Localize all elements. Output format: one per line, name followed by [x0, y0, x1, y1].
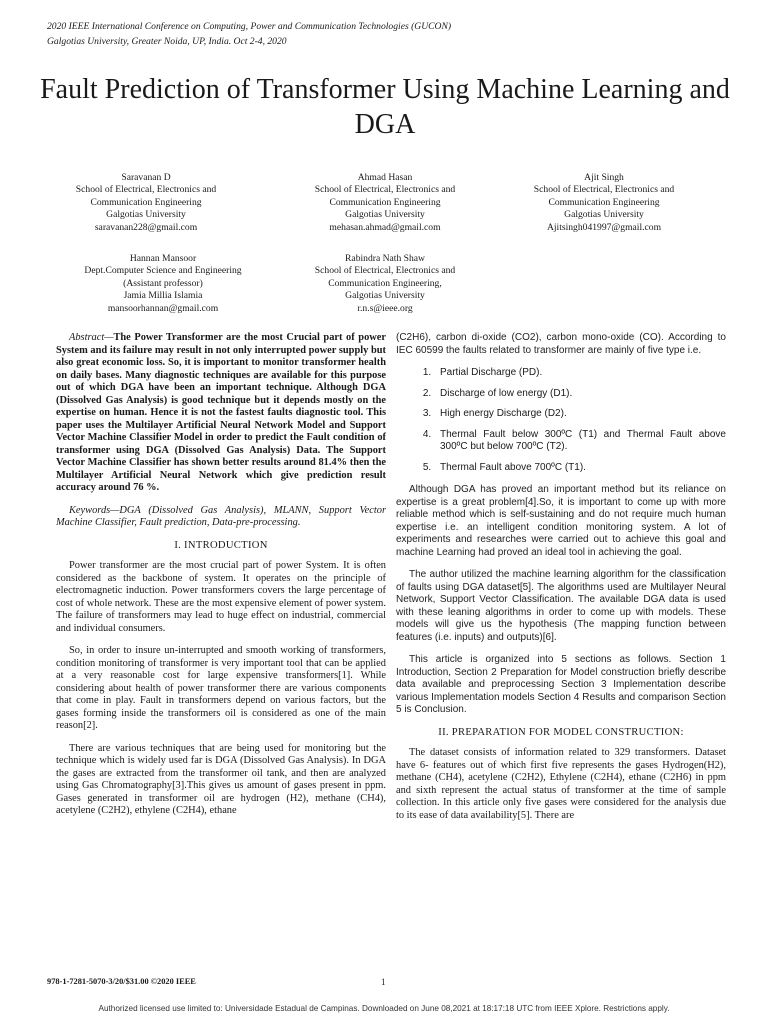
author-university: Jamia Millia Islamia [123, 290, 203, 302]
list-item: 5. Thermal Fault above 700ºC (T1). [434, 462, 726, 475]
author-block-5 [280, 253, 490, 315]
author-email: Ajitsingh041997@gmail.com [546, 221, 662, 233]
author-email: saravanan228@gmail.com [94, 221, 198, 233]
list-item: 4. Thermal Fault below 300ºC (T1) and Thermal Fault above 300ºC but below 700ºC (T2). [434, 429, 726, 454]
fault-type-list [396, 367, 726, 474]
list-item: 2. Discharge of low energy (D1). [434, 388, 726, 401]
author-email: mehasan.ahmad@gmail.com [329, 221, 441, 233]
fault-types-intro: (C2H6), carbon di-oxide (CO2), carbon mono-oxide (CO). According to IEC 60599 the faults related to transformer are mainly of five type i.e. [396, 332, 726, 356]
right-column [396, 332, 726, 832]
author-block-2 [280, 172, 490, 234]
isbn-copyright: 978-1-7281-5070-3/20/$31.00 ©2020 IEEE [47, 977, 196, 986]
author-affiliation: School of Electrical, Electronics and [314, 184, 456, 196]
author-name: Ahmad Hasan [357, 172, 413, 183]
body-paragraph: This article is organized into 5 sections as follows. Section 1 Introduction, Section 2 Preparation for Model construction briefly describe data available and preprocessing Section 3 Implementation describe various Implementation models Section 4 Results and comparison Section 5 is Conclusion. [396, 654, 726, 715]
list-item: 1. Partial Discharge (PD). [434, 367, 726, 380]
page-number: 1 [381, 977, 386, 987]
intro-paragraph-1: Power transformer are the most crucial part of power System. It is often considered as the backbone of system. It operates on the principle of electromagnetic induction. Power transformers covers the large percentage of cost of whole network. These are the most expensive element of power system. The failure of transformers may lead to huge effect on industrial, commercial and individual consumers. [56, 560, 386, 634]
body-paragraph: The dataset consists of information related to 329 transformers. Dataset have 6- features out of which first five represents the gases Hydrogen(H2), methane (CH4), acetylene (C2H2), Ethylene (C2H4), ethane (C2H6) in ppm and sixth represent the actual status of transformer at the time of sample collection. In this article only five gases were considered for the analysis due to its ease of data availability[5]. There are [396, 747, 726, 821]
list-item: 3. High energy Discharge (D2). [434, 408, 726, 421]
author-affiliation: Communication Engineering, [328, 277, 442, 289]
conference-header [47, 19, 451, 49]
intro-paragraph-3: There are various techniques that are being used for monitoring but the technique which is widely used far is DGA (Dissolved Gas Analysis). In DGA the gases are extracted from the transformer oil tank, and then are analyzed using Gas Chromatography[3].This gives us amount of gases present in ppm. Gases generated in transformer oil are hydrogen (H2), methane (CH4), acetylene (C2H2), ethylene (C2H4), ethane [56, 742, 386, 816]
author-name: Ajit Singh [584, 172, 624, 183]
section-heading-preparation: II. PREPARATION FOR MODEL CONSTRUCTION: [438, 726, 684, 738]
license-notice: Authorized licensed use limited to: Universidade Estadual de Campinas. Downloaded on June 08,2021 at 18:17:18 UTC from IEEE Xplore. Restrictions apply. [98, 1004, 670, 1013]
author-block-3 [499, 172, 709, 234]
author-university: Galgotias University [345, 209, 425, 221]
paper-title: Fault Prediction of Transformer Using Machine Learning and DGA [40, 74, 730, 140]
section-heading-introduction: I. INTRODUCTION [174, 539, 268, 551]
left-column [56, 332, 386, 828]
abstract [56, 332, 386, 495]
author-name: Hannan Mansoor [129, 253, 197, 264]
conference-venue: Galgotias University, Greater Noida, UP, India. Oct 2-4, 2020 [47, 36, 287, 47]
author-affiliation: School of Electrical, Electronics and [314, 265, 456, 277]
author-affiliation: Communication Engineering [329, 196, 441, 208]
conference-name: 2020 IEEE International Conference on Computing, Power and Communication Technologies (GUCON) [47, 21, 452, 32]
intro-paragraph-2: So, in order to insure un-interrupted and smooth working of transformers, condition monitoring of transformer is very important tool that can be applied at a very reasonable cost for large expensive transformers[1]. While considering about health of power transformer there are various components that come in play. Fault in transformers depend on various factors, but the gases forming inside the transformers oil is considered as one of the main reason[2]. [56, 645, 386, 731]
author-affiliation: Communication Engineering [90, 196, 202, 208]
body-paragraph: Although DGA has proved an important method but its reliance on expertise is a great problem[4].So, it is important to come up with more reliable method which is self-sustaining and do not require much human expertise i.e. an intelligent condition monitoring system. A lot of experiments and researches were carried out to achieve this goal and machine Learning had proved an ideal tool in achieving the goal. [396, 484, 726, 558]
author-email: mansoorhannan@gmail.com [107, 302, 219, 314]
author-affiliation: Dept.Computer Science and Engineering [84, 265, 242, 277]
body-paragraph: The author utilized the machine learning algorithm for the classification of faults using DGA dataset[5]. The algorithms used are Multilayer Neural Network, Support Vector Classification. The available DGA data is used with these leaning algorithms in order to come up with models. These models will give us the hypothesis (The mapping function between features (i.e. inputs) and outputs)[6]. [396, 569, 726, 643]
author-affiliation: School of Electrical, Electronics and [75, 184, 217, 196]
author-affiliation: Communication Engineering [548, 196, 660, 208]
author-name: Rabindra Nath Shaw [345, 253, 425, 264]
author-affiliation: School of Electrical, Electronics and [533, 184, 675, 196]
abstract-text: The Power Transformer are the most Crucial part of power System and its failure may result in not only interrupted power supply but also great economic loss. So, it is important to monitor transformer health on daily bases. Many diagnostic techniques are available for this purpose out of which DGA have been an important technique. Although DGA (Dissolved Gas Analysis) is good technique but it depends mostly on the expertise on human. Hence it is not the fastest faults diagnostic tool. This paper uses the Multilayer Artificial Neural Network Model and Support Vector Machine Classifier Model in order to predict the Fault condition of transformer using DGA (Dissolved Gas Analysis) Data. The Support Vector Machine Classifier has shown better results around 81.4% then the Multilayer Artificial Neural Network which give prediction result accuracy around 76 %. [56, 332, 386, 493]
author-university: Galgotias University [345, 290, 425, 302]
author-block-1 [41, 172, 251, 234]
author-email: r.n.s@ieee.org [357, 302, 413, 314]
author-block-4 [58, 253, 268, 315]
abstract-label: Abstract— [69, 332, 114, 343]
author-university: Galgotias University [106, 209, 186, 221]
keywords: Keywords—DGA (Dissolved Gas Analysis), MLANN, Support Vector Machine Classifier, Fault prediction, Data-pre-processing. [56, 504, 386, 528]
author-name: Saravanan D [121, 172, 171, 183]
author-university: Galgotias University [564, 209, 644, 221]
author-title: (Assistant professor) [123, 277, 203, 289]
